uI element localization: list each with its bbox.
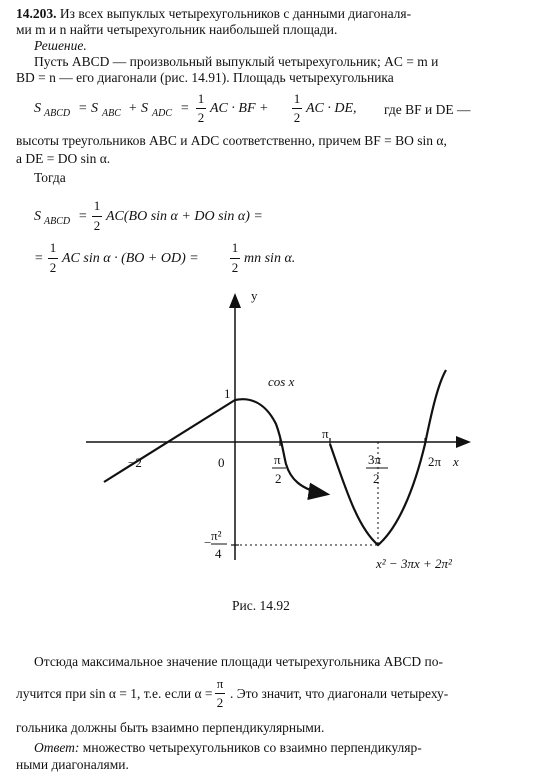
f1-sub1: ABC: [102, 108, 121, 119]
answer-text-1: множество четырехугольников со взаимно перпендикуляр-: [82, 740, 422, 755]
label-zero: 0: [218, 455, 225, 470]
label-pi-half-den: 2: [275, 471, 282, 486]
f2-den: 2: [93, 218, 101, 233]
linear-segment: [104, 400, 235, 482]
f3-num1: 1: [49, 240, 57, 255]
label-2pi: 2π: [428, 454, 442, 469]
f1-eq2: =: [180, 101, 190, 116]
f1-plus: + S: [128, 101, 148, 116]
f1-lhs: S: [34, 101, 41, 116]
para3-line-1: Отсюда максимальное значение площади четырехугольника ABCD по-: [34, 654, 443, 669]
f3-end: mn sin α.: [244, 251, 296, 266]
f2-lhs: S: [34, 209, 41, 224]
label-3pi-half-den: 2: [373, 471, 380, 486]
para1-line-2: BD = n — его диагонали (рис. 14.91). Площадь четырехугольника: [16, 70, 394, 85]
label-quadratic: x² − 3πx + 2π²: [376, 556, 452, 571]
f1-den2: 2: [293, 110, 301, 125]
f3-eq: =: [34, 251, 44, 266]
label-pi: π: [322, 426, 329, 441]
f1-num2: 1: [293, 91, 301, 106]
f1-sub2: ADC: [152, 108, 172, 119]
para3-frac-num: π: [216, 676, 224, 691]
y-axis-label: y: [251, 288, 258, 303]
para3-line-2-end: . Это значит, что диагонали четыреху-: [230, 686, 449, 701]
f2-eq: =: [78, 209, 88, 224]
label-one: 1: [224, 386, 231, 401]
f2-lhs-sub: ABCD: [44, 216, 71, 227]
f1-den1: 2: [197, 110, 205, 125]
para2-line-2: а DE = DO sin α.: [16, 151, 111, 166]
f1-lhs-sub: ABCD: [44, 108, 71, 119]
para3-line-2-start: лучится при sin α = 1, т.е. если α =: [16, 686, 213, 701]
f2-rest: AC(BO sin α + DO sin α) =: [106, 209, 263, 224]
answer-label: Ответ:: [34, 740, 80, 755]
x-axis-label: x: [453, 454, 459, 469]
f1-term2: AC · DE,: [306, 101, 357, 116]
para3-line-2: [16, 686, 213, 702]
problem-statement-line-2: ми m и n найти четырехугольник наибольшей площади.: [16, 22, 338, 37]
problem-text-1: Из всех выпуклых четырехугольников с данными диагоналя-: [59, 6, 412, 21]
solution-label: Решение.: [34, 38, 87, 53]
label-min-num: π²: [211, 528, 222, 543]
para3-fracline: [215, 693, 225, 694]
f3-mid: AC sin α · (BO + OD) =: [62, 251, 199, 266]
label-cos: cos x: [268, 374, 295, 389]
label-min-sign: −: [204, 535, 212, 550]
then-label: Тогда: [34, 170, 66, 185]
answer-line-1: [34, 740, 422, 756]
f2-num: 1: [93, 198, 101, 213]
f3-num2: 1: [231, 240, 239, 255]
label-pi-half-num: π: [274, 452, 281, 467]
figure-caption: Рис. 14.92: [232, 598, 290, 613]
f1-term1: AC · BF +: [210, 101, 269, 116]
para3-frac-den: 2: [216, 695, 224, 710]
label-minus-two: −2: [128, 455, 142, 470]
label-min-den: 4: [215, 546, 222, 561]
f3-den2: 2: [231, 260, 239, 275]
f3-den1: 2: [49, 260, 57, 275]
f1-where: где BF и DE —: [384, 102, 471, 117]
para1-line-1: Пусть ABCD — произвольный выпуклый четырехугольник; AC = m и: [34, 54, 439, 69]
f1-num1: 1: [197, 91, 205, 106]
label-3pi-half-num: 3π: [368, 452, 382, 467]
para3-line-3: гольника должны быть взаимно перпендикулярными.: [16, 720, 325, 735]
f1-eq1: = S: [78, 101, 98, 116]
problem-number: 14.203.: [16, 6, 57, 21]
para2-line-1: высоты треугольников ABC и ADC соответственно, причем BF = BO sin α,: [16, 133, 447, 148]
answer-line-2: ными диагоналями.: [16, 757, 129, 772]
